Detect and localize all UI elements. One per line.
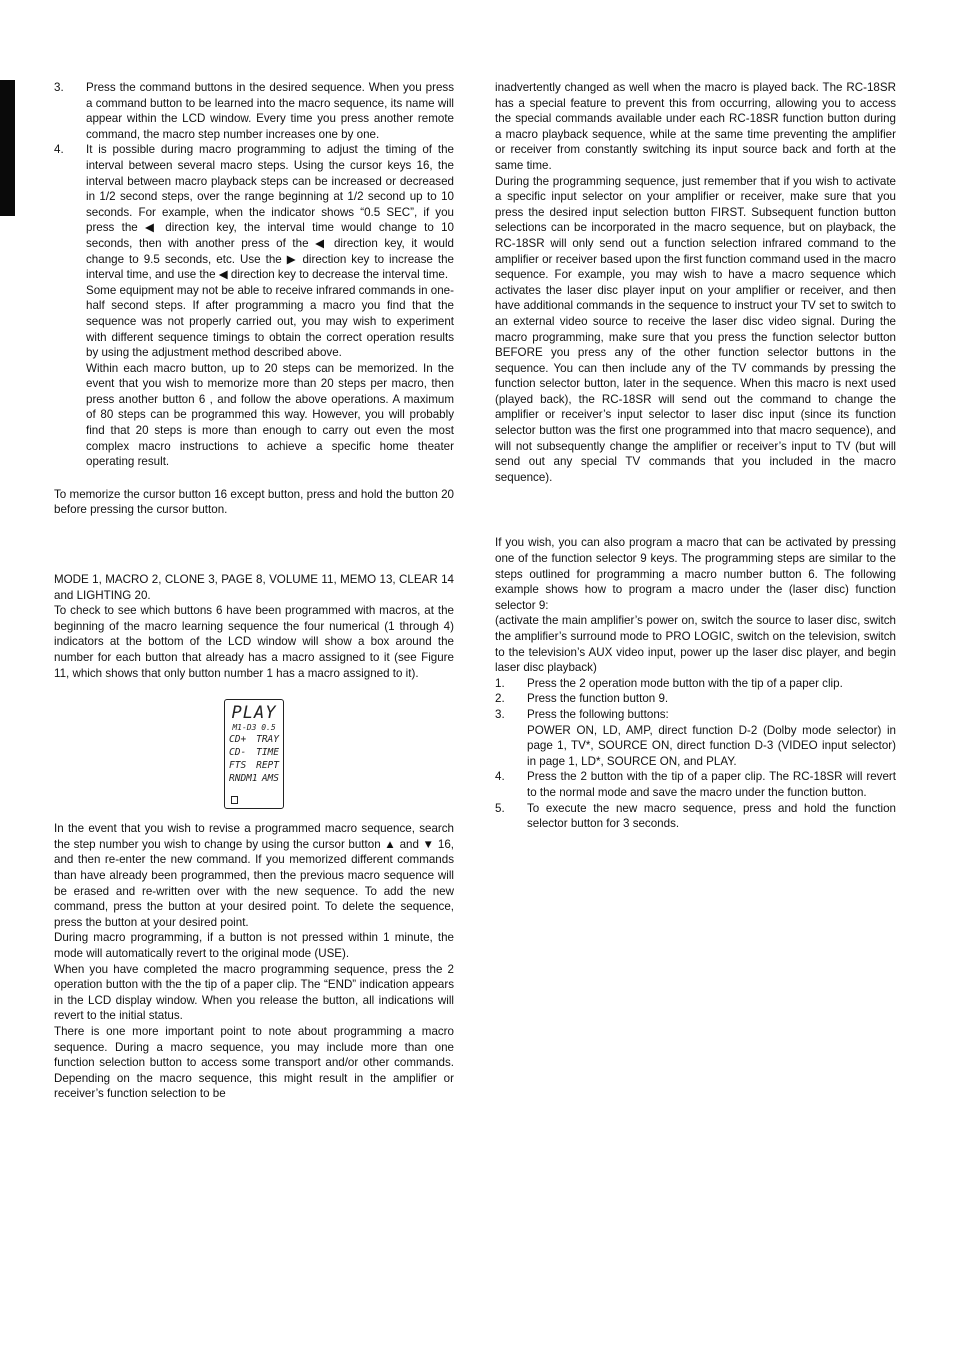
paragraph: During macro programming, if a button is not pressed within 1 minute, the mode will automatically revert to the original mode (USE). xyxy=(54,931,454,960)
step-text: Press the following buttons: xyxy=(527,707,669,721)
step-text: To execute the new macro sequence, press and hold the function selector button for 3 seconds. xyxy=(527,801,896,831)
lcd-label: CD- xyxy=(229,747,247,759)
step-text: Press the command buttons in the desired sequence. When you press a command button to be learned into the macro sequence, its name will appear within the LCD window. Every time you press another remote command, the macro step number increases one by one. xyxy=(86,81,454,141)
step-number: 4. xyxy=(495,770,505,784)
paragraph: MODE 1, MACRO 2, CLONE 3, PAGE 8, VOLUME 11, MEMO 13, CLEAR 14 and LIGHTING 20. xyxy=(54,573,454,602)
list-item xyxy=(495,676,896,692)
lcd-row xyxy=(228,746,280,759)
step-number: 5. xyxy=(495,801,505,815)
list-item xyxy=(495,801,896,832)
figure-lcd-display xyxy=(54,699,454,809)
step-number: 4. xyxy=(54,143,64,157)
lcd-label: RNDM1 xyxy=(229,773,258,785)
step-text: It is possible during macro programming to adjust the timing of the interval between several macro steps. Using the cursor keys 16, the interval between macro playback steps can be increased or decreased in 1/2 second steps, over the range beginning at 1/2 second up to 10 seconds. For example, when the indicator shows “0.5 SEC”, if you press the ◀ direction key, the interval time would change to 10 seconds, then with another press of the ◀ direction key, it would change to 9.5 seconds, etc. Use the ▶ direction key to increase the interval time, and use the ◀ direction key to decrease the interval time. xyxy=(86,143,454,282)
paragraph: inadvertently changed as well when the macro is played back. The RC-18SR has a special feature to prevent this from occurring, allowing you to access the special commands available under each RC-18SR function button during a macro playback sequence, while at the same time preventing the amplifier or receiver from constantly switching its input source back and forth at the same time. xyxy=(495,81,896,172)
paragraph: To memorize the cursor button 16 except button, press and hold the button 20 before pressing the cursor button. xyxy=(54,487,454,517)
list-item xyxy=(54,142,454,282)
paragraph: If you wish, you can also program a macro that can be activated by pressing one of the function selector 9 keys. The programming steps are similar to the steps outlined for programming a macro number button 6. The following example shows how to program a macro under the (laser disc) function selector 9: xyxy=(495,536,896,612)
step-number: 1. xyxy=(495,676,505,690)
list-item xyxy=(495,707,896,769)
step-text: POWER ON, LD, AMP, direct function D-2 (Dolby mode selector) in page 1, TV*, SOURCE ON, direct function D-3 (VIDEO input selector) in page 1, LD*, SOURCE ON, and PLAY. xyxy=(527,723,896,768)
lcd-window xyxy=(224,699,284,809)
step-text: Press the function button 9. xyxy=(527,692,669,706)
steps-list-right xyxy=(495,676,896,832)
lcd-row xyxy=(228,733,280,746)
lcd-label: TRAY xyxy=(256,734,279,746)
lcd-mode-text: PLAY xyxy=(231,703,277,724)
list-item xyxy=(495,769,896,800)
paragraph: To check to see which buttons 6 have been programmed with macros, at the beginning of the macro learning sequence the four numerical (1 through 4) indicators at the bottom of the LCD window will show a box around the number for each button that already has a macro assigned to it (see Figure 11, which shows that only button number 1 has a macro assigned to it). xyxy=(54,604,454,680)
list-item xyxy=(54,80,454,142)
paragraph: In the event that you wish to revise a programmed macro sequence, search the step number you wish to change by using the cursor button ▲ and ▼ 16, and then re-enter the new command. If you memorized different commands than have already been programmed, then the previous macro sequence will be erased and re-written over with the new sequence. To add the new command, press the button at your desired point. To delete the sequence, press the button at your desired point. xyxy=(54,822,454,929)
steps-list-left xyxy=(54,80,454,470)
paragraph: Some equipment may not be able to receive infrared commands in one-half second steps. If after programming a macro you find that the sequence was not properly carried out, you may wish to experiment with different sequence timings to obtain the correct operation results by using the adjustment method described above. xyxy=(86,283,454,360)
step-body xyxy=(527,707,896,769)
lcd-label: CD+ xyxy=(229,734,247,746)
edge-tab-marker xyxy=(0,80,15,216)
step-number: 3. xyxy=(495,707,505,721)
step-text: Press the 2 button with the tip of a paper clip. The RC-18SR will revert to the normal mode and save the macro under the function button. xyxy=(527,770,896,799)
step-number: 2. xyxy=(495,692,505,706)
right-column xyxy=(495,80,896,832)
lcd-row xyxy=(228,772,280,785)
paragraph: (activate the main amplifier’s power on, switch the source to laser disc, switch the amplifier’s surround mode to PRO LOGIC, switch on the television, switch to the television’s AUX video input, power up the laser disc player, and begin laser disc playback) xyxy=(495,614,896,675)
paragraph: Within each macro button, up to 20 steps can be memorized. In the event that you wish to memorize more than 20 steps per macro, then press another button 6 , and follow the above operations. A maximum of 80 steps can be programmed this way. However, you will probably find that 20 steps is more than enough to carry out even the most complex macro instructions to achieve a specific home theater operating result. xyxy=(86,361,454,469)
lcd-step-text: M1-D3 0.5 xyxy=(232,723,276,733)
left-column xyxy=(54,80,454,1102)
step-number: 3. xyxy=(54,81,64,94)
lcd-label: FTS xyxy=(229,760,247,772)
lcd-label: TIME xyxy=(256,747,279,759)
lcd-row xyxy=(228,759,280,772)
paragraph: When you have completed the macro programming sequence, press the 2 operation button with the the tip of a paper clip. The “END” indication appears in the LCD display window. When you release the button, all indications will revert to the initial status. xyxy=(54,962,454,1023)
paragraph: There is one more important point to note about programming a macro sequence. During a macro sequence, you may include more than one function selection button to access some transport and/or other commands. Depending on the macro sequence, this might result in the amplifier or receiver’s function selection to be xyxy=(54,1024,454,1101)
paragraph: During the programming sequence, just remember that if you wish to activate a specific input selector on your amplifier or receiver, make sure that you press the desired input selection button FIRST. Subsequent function button selections can be incorporated in the macro sequence, but on playback, the RC-18SR will only send out a function selection infrared command to the amplifier or receiver based upon the first function command used in the macro sequence. For example, you may wish to have a macro sequence which activates the laser disc player input on your amplifier or receiver, and then have additional commands in the sequence to instruct your TV set to switch to an external video source to receive the laser disc video signal. During the macro programming, make sure that you press the function selector button BEFORE you press any of the other function selector buttons in the sequence. You can then include any of the TV commands by pressing the function selector button, later in the sequence. When this macro is next used (played back), the RC-18SR will send out the command to change the amplifier or receiver’s input selector to laser disc input (since its function selector button was the first one programmed into that macro sequence), and will not subsequently change the amplifier or receiver’s input to TV (but will send out any special TV commands that you included in the macro sequence). xyxy=(495,174,896,484)
list-item xyxy=(495,691,896,707)
step-text: Press the 2 operation mode button with the tip of a paper clip. xyxy=(527,676,843,690)
lcd-macro-box-icon xyxy=(231,796,238,804)
lcd-label: AMS xyxy=(261,773,279,785)
lcd-label: REPT xyxy=(256,760,279,772)
